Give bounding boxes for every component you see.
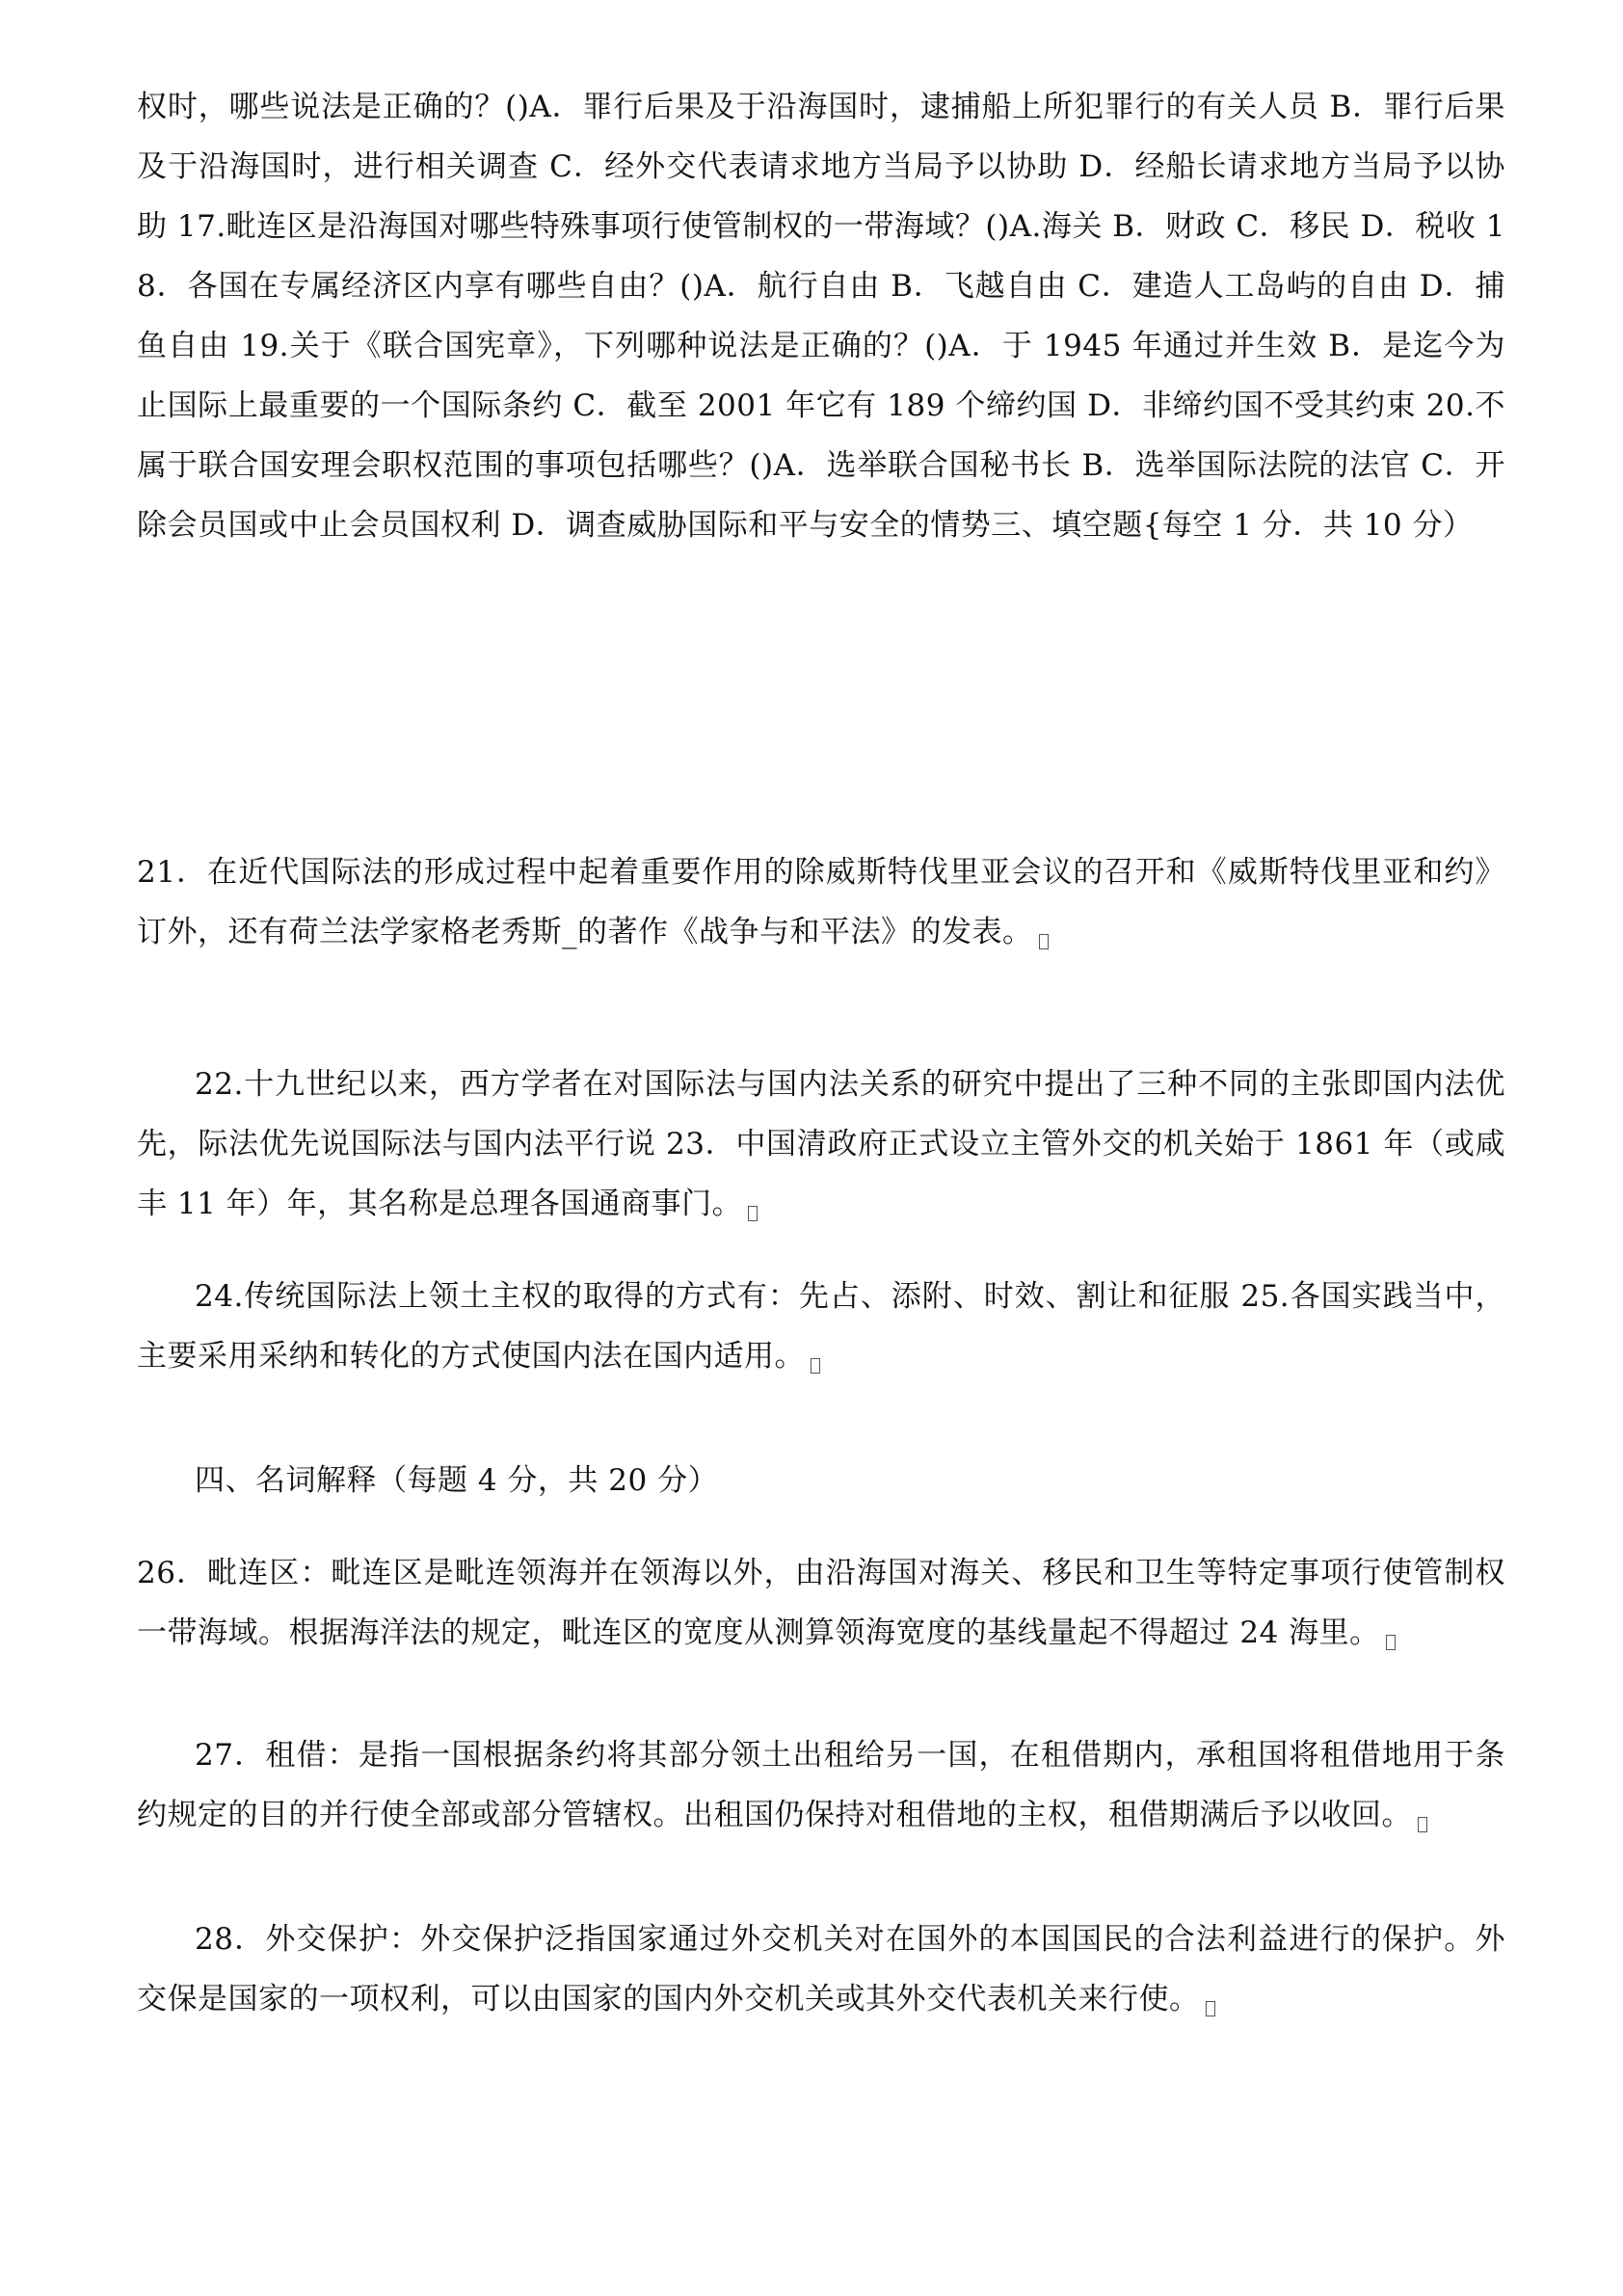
paragraph-answer-27 [137,1725,1505,1845]
paragraph-answer-21 [137,842,1505,962]
paragraph-text: 24.传统国际法上领土主权的取得的方式有：先占、添附、时效、割让和征服 25.各国实践当中，主要采用采纳和转化的方式使国内法在国内适用。 [137,1279,1505,1374]
missing-glyph-icon [748,1206,758,1221]
missing-glyph-icon [1418,1817,1427,1832]
paragraph-text: 22.十九世纪以来，西方学者在对国际法与国内法关系的研究中提出了三种不同的主张即国内法优先，际法优先说国际法与国内法平行说 23．中国清政府正式设立主管外交的机关始于 1861 年（或咸丰 11 年）年，其名称是总理各国通商事门。 [137,1067,1505,1221]
paragraph-questions-16-20 [137,77,1505,555]
section-heading [137,1451,1505,1510]
section-heading-text: 四、名词解释（每题 4 分，共 20 分） [195,1463,719,1498]
missing-glyph-icon [1039,934,1049,949]
paragraph-text: 21．在近代国际法的形成过程中起着重要作用的除威斯特伐里亚会议的召开和《威斯特伐里亚和约》订外，还有荷兰法学家格老秀斯_的著作《战争与和平法》的发表。 [137,855,1505,949]
paragraph-answer-22-23 [137,1055,1505,1234]
paragraph-answer-28 [137,1909,1505,2029]
paragraph-answer-26 [137,1543,1505,1663]
paragraph-text: 27．租借：是指一国根据条约将其部分领土出租给另一国，在租借期内，承租国将租借地用于条约规定的目的并行使全部或部分管辖权。出租国仍保持对租借地的主权，租借期满后予以收回。 [137,1738,1505,1832]
missing-glyph-icon [1206,2001,1215,2016]
paragraph-answer-24-25 [137,1267,1505,1386]
missing-glyph-icon [1386,1635,1396,1650]
paragraph-text: 26．毗连区：毗连区是毗连领海并在领海以外，由沿海国对海关、移民和卫生等特定事项行使管制权一带海域。根据海洋法的规定，毗连区的宽度从测算领海宽度的基线量起不得超过 24 海里。 [137,1556,1505,1650]
paragraph-text: 权时，哪些说法是正确的？()A．罪行后果及于沿海国时，逮捕船上所犯罪行的有关人员 B．罪行后果及于沿海国时，进行相关调查 C．经外交代表请求地方当局予以协助 D．经船长请求地方当局予以协助 17.毗连区是沿海国对哪些特殊事项行使管制权的一带海域？()A.海关 B．财政 C．移民 D．税收 18．各国在专属经济区内享有哪些自由？()A．航行自由 B．飞越自由 C．建造人工岛屿的自由 D．捕鱼自由 19.关于《联合国宪章》，下列哪种说法是正确的？()A．于 1945 年通过并生效 B．是迄今为止国际上最重要的一个国际条约 C．截至 2001 年它有 189 个缔约国 D．非缔约国不受其约束 20.不属于联合国安理会职权范围的事项包括哪些？()A．选举联合国秘书长 B．选举国际法院的法官 C．开除会员国或中止会员国权利 D．调查威胁国际和平与安全的情势三、填空题{每空 1 分．共 10 分） [137,90,1505,543]
missing-glyph-icon [811,1358,820,1374]
paragraph-text: 28．外交保护：外交保护泛指国家通过外交机关对在国外的本国国民的合法利益进行的保护。外交保是国家的一项权利，可以由国家的国内外交机关或其外交代表机关来行使。 [137,1922,1505,2016]
